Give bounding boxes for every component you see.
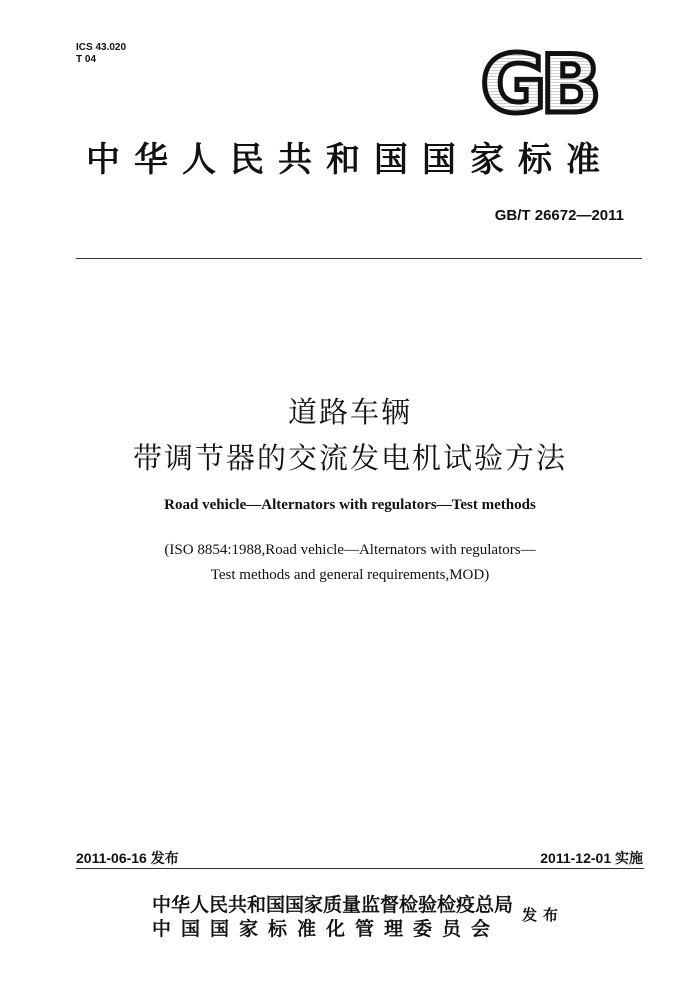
ics-code: ICS 43.020: [76, 42, 127, 53]
issuer-aqsiq: 中华人民共和国国家质量监督检验检疫总局: [152, 894, 514, 916]
header-divider: [76, 258, 642, 259]
classification-codes: [76, 42, 126, 66]
english-title: Road vehicle—Alternators with regulators—Test methods: [164, 497, 536, 513]
gb-logo-text: GB: [480, 46, 596, 120]
issuer-sac: 中国国家标准化管理委员会: [152, 918, 501, 940]
publish-label: 发布: [522, 906, 565, 924]
iso-reference-line2: Test methods and general requirements,MOD): [210, 567, 490, 583]
national-standard-title: 中华人民共和国国家标准: [86, 140, 614, 180]
implementation-date: 2011-12-01 实施: [540, 850, 643, 866]
ccs-code: T 04: [76, 54, 97, 65]
footer-divider: [76, 868, 644, 869]
chinese-title-line2: 带调节器的交流发电机试验方法: [132, 441, 567, 475]
gb-logo: [468, 46, 608, 120]
standard-code: GB/T 26672—2011: [494, 207, 624, 224]
issue-date: 2011-06-16 发布: [76, 850, 179, 866]
iso-reference-line1: (ISO 8854:1988,Road vehicle—Alternators with regulators—: [164, 542, 536, 558]
chinese-title-line1: 道路车辆: [287, 395, 412, 429]
